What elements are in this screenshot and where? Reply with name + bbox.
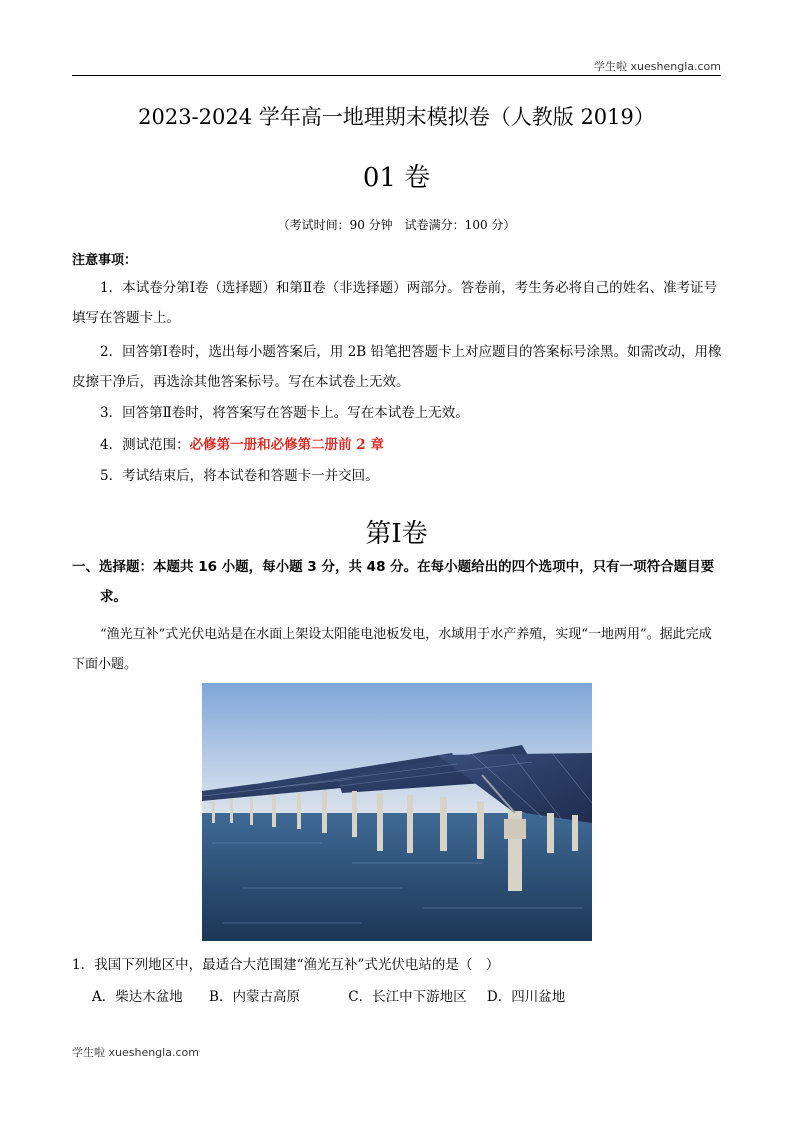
exam-subtitle: 01 卷 [362, 163, 431, 193]
header-divider [72, 75, 721, 76]
footer-site-label: 学生啦 xueshengla.com [72, 1046, 199, 1059]
notes-item-5: 5．考试结束后，将本试卷和答题卡一并交回。 [100, 468, 379, 484]
section-title: 第Ⅰ卷 [365, 519, 428, 549]
test-scope-highlight: 必修第一册和必修第二册前 2 章 [189, 437, 384, 453]
question-section-heading [72, 552, 722, 612]
option-a: A．柴达木盆地 [92, 989, 183, 1005]
question-1-options [72, 985, 565, 1005]
question-1-text: 1．我国下列地区中，最适合大范围建“渔光互补”式光伏电站的是（ ） [72, 957, 500, 973]
notes-item-4 [72, 430, 722, 460]
exam-time-info: （考试时间：90 分钟 试卷满分：100 分） [277, 218, 516, 232]
notes-heading: 注意事项： [72, 253, 138, 268]
header-site-label: 学生啦 xueshengla.com [594, 60, 721, 73]
notes-item-3: 3．回答第Ⅱ卷时，将答案写在答题卡上。写在本试卷上无效。 [100, 405, 469, 421]
notes-item-2: 2．回答第Ⅰ卷时，选出每小题答案后，用 2B 铅笔把答题卡上对应题目的答案标号涂黑。如需改动，用橡皮擦干净后，再选涂其他答案标号。写在本试卷上无效。 [72, 344, 722, 390]
question-section-heading-line1: 一、选择题：本题共 16 小题，每小题 3 分，共 48 分。在每小题给出的四个选项中，只有一项符合题目要 [72, 559, 715, 575]
option-c: C．长江中下游地区 [348, 989, 467, 1005]
question-section-heading-line2: 求。 [100, 589, 127, 605]
option-d: D．四川盆地 [486, 989, 566, 1005]
notes-item-1: 1．本试卷分第Ⅰ卷（选择题）和第Ⅱ卷（非选择题）两部分。答卷前，考生务必将自己的姓名、准考证号填写在答题卡上。 [72, 280, 718, 326]
notes-item-4-prefix: 4．测试范围： [100, 437, 190, 453]
exam-title: 2023-2024 学年高一地理期末模拟卷（人教版 2019） [138, 105, 655, 129]
question-stem: “渔光互补”式光伏电站是在水面上架设太阳能电池板发电，水域用于水产养殖，实现“一地两用”。据此完成下面小题。 [72, 627, 712, 672]
solar-panels-on-water-photo [202, 683, 592, 941]
option-b: B．内蒙古高原 [209, 989, 300, 1005]
